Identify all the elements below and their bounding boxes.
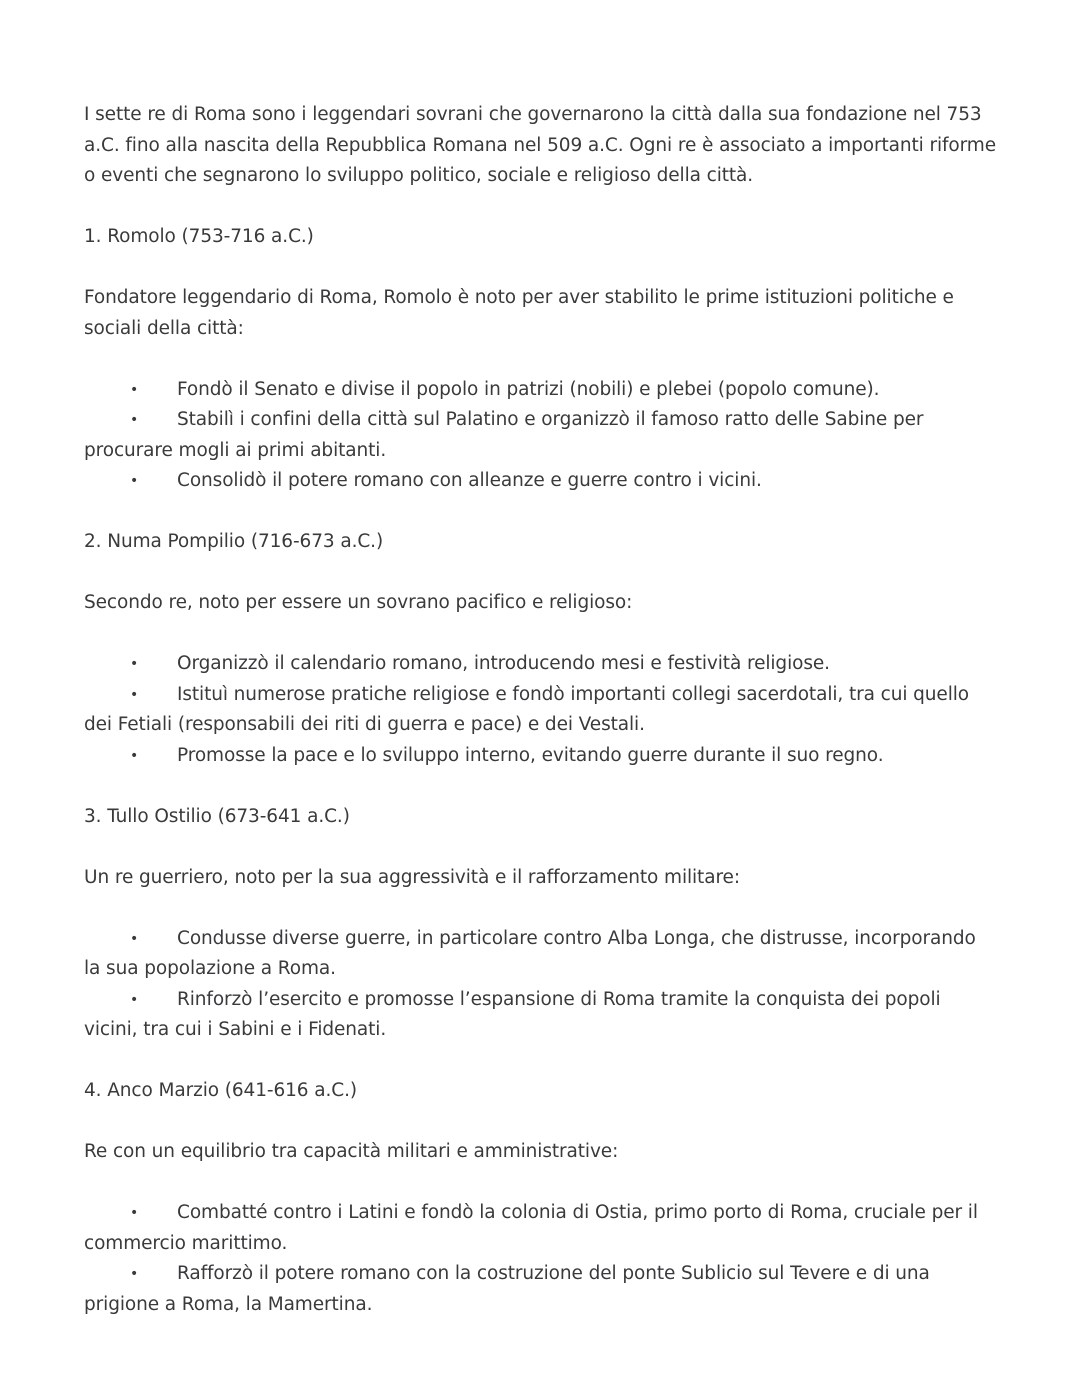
king-heading: 4. Anco Marzio (641-616 a.C.)	[84, 1080, 357, 1101]
bullet-icon: •	[130, 686, 139, 703]
list-item-text: Promosse la pace e lo sviluppo interno, evitando guerre durante il suo regno.	[177, 744, 884, 766]
list-item	[84, 680, 996, 741]
bullet-icon: •	[130, 412, 139, 428]
list-item-text: Fondò il Senato e divise il popolo in patrizi (nobili) e plebei (popolo comune).	[177, 378, 880, 400]
bullet-icon: •	[130, 1266, 139, 1282]
king-description: Fondatore leggendario di Roma, Romolo è noto per aver stabilito le prime istituzioni politiche e sociali della città:	[84, 287, 954, 339]
bullet-icon: •	[130, 747, 139, 764]
king-heading: 2. Numa Pompilio (716-673 a.C.)	[84, 531, 384, 552]
bullet-icon: •	[130, 473, 139, 489]
king-heading: 3. Tullo Ostilio (673-641 a.C.)	[84, 805, 350, 827]
list-item	[84, 375, 996, 406]
list-item	[84, 1198, 996, 1259]
bullet-icon: •	[130, 656, 139, 672]
king-description: Un re guerriero, noto per la sua aggressività e il rafforzamento militare:	[84, 866, 740, 888]
list-item	[84, 924, 996, 985]
list-item-text: Rafforzò il potere romano con la costruzione del ponte Sublicio sul Tevere e di una prigione a Roma, la Mamertina.	[84, 1263, 930, 1315]
list-item	[84, 985, 996, 1046]
list-item	[84, 741, 996, 772]
list-item-text: Rinforzò l’esercito e promosse l’espansione di Roma tramite la conquista dei popoli vicini, tra cui i Sabini e i Fidenati.	[84, 988, 941, 1040]
list-item-text: Condusse diverse guerre, in particolare contro Alba Longa, che distrusse, incorporando la sua popolazione a Roma.	[84, 927, 976, 979]
bullet-icon: •	[130, 1205, 139, 1221]
intro-paragraph: I sette re di Roma sono i leggendari sovrani che governarono la città dalla sua fondazione nel 753 a.C. fino alla nascita della Repubblica Romana nel 509 a.C. Ogni re è associato a importanti riforme o eventi che segnarono lo sviluppo politico, sociale e religioso della città.	[84, 104, 997, 186]
king-description: Secondo re, noto per essere un sovrano pacifico e religioso:	[84, 592, 633, 613]
king-description: Re con un equilibrio tra capacità militari e amministrative:	[84, 1141, 619, 1162]
document-page	[84, 100, 996, 1320]
list-item-text: Consolidò il potere romano con alleanze e guerre contro i vicini.	[177, 470, 762, 491]
list-item-text: Combatté contro i Latini e fondò la colonia di Ostia, primo porto di Roma, cruciale per il commercio marittimo.	[84, 1202, 978, 1254]
bullet-icon: •	[130, 930, 139, 947]
list-item-text: Stabilì i confini della città sul Palatino e organizzò il famoso ratto delle Sabine per procurare mogli ai primi abitanti.	[84, 409, 924, 461]
list-item-text: Istituì numerose pratiche religiose e fondò importanti collegi sacerdotali, tra cui quello dei Fetiali (responsabili dei riti di guerra e pace) e dei Vestali.	[84, 683, 970, 735]
bullet-icon: •	[130, 991, 139, 1008]
list-item	[84, 1259, 996, 1320]
list-item-text: Organizzò il calendario romano, introducendo mesi e festività religiose.	[177, 653, 830, 674]
list-item	[84, 649, 996, 680]
bullet-icon: •	[130, 381, 139, 398]
king-heading: 1. Romolo (753-716 a.C.)	[84, 226, 314, 247]
list-item	[84, 466, 996, 497]
list-item	[84, 405, 996, 466]
